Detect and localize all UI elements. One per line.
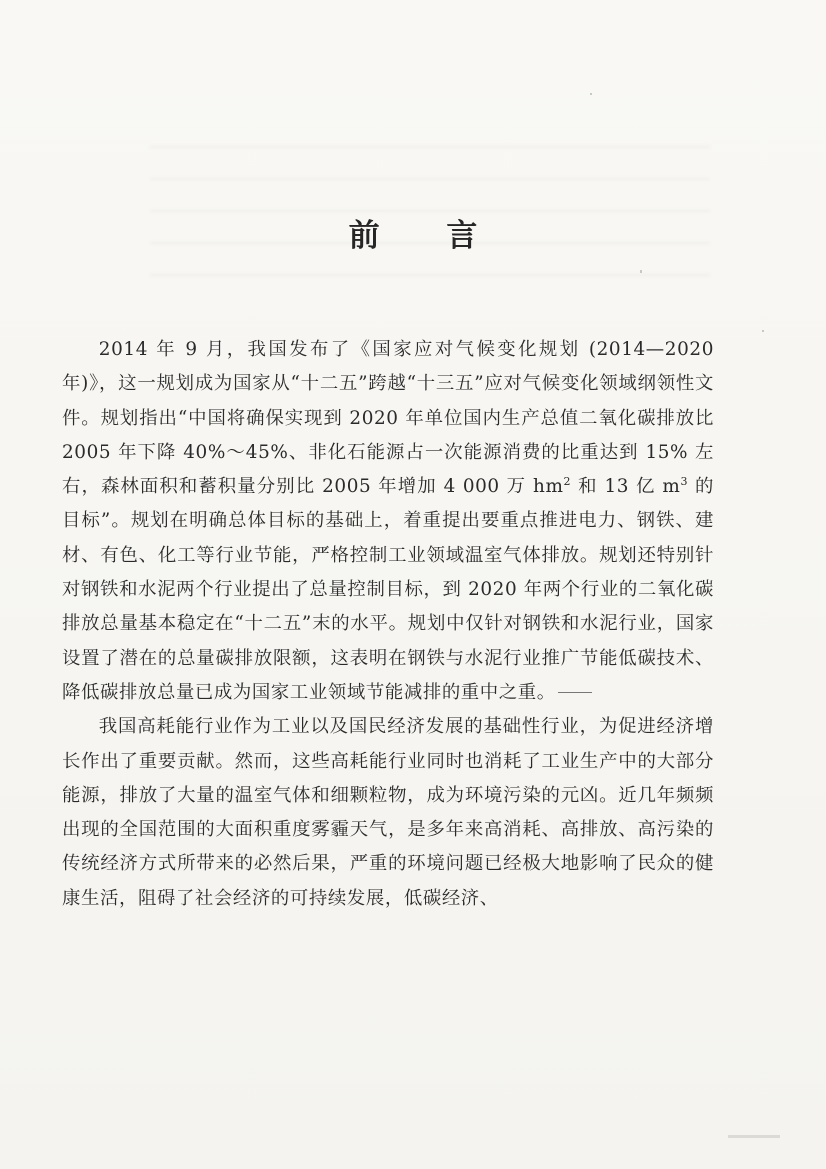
scan-edge	[728, 1135, 780, 1138]
scan-speck	[640, 270, 642, 273]
hand-drawn-dash	[558, 692, 592, 693]
page-title: 前 言	[348, 218, 506, 254]
scan-speck	[590, 93, 592, 95]
scan-speck	[762, 330, 764, 332]
paragraph-2: 我国高耗能行业作为工业以及国民经济发展的基础性行业，为促进经济增长作出了重要贡献。然而，这些高耗能行业同时也消耗了工业生产中的大部分能源，排放了大量的温室气体和细颗粒物，成为环境污染的元凶。近几年频频出现的全国范围的大面积重度雾霾天气，是多年来高消耗、高排放、高污染的传统经济方式所带来的必然后果，严重的环境问题已经极大地影响了民众的健康生活，阻碍了社会经济的可持续发展，低碳经济、	[62, 716, 714, 909]
paragraph-1: 2014 年 9 月，我国发布了《国家应对气候变化规划 (2014—2020 年)》，这一规划成为国家从“十二五”跨越“十三五”应对气候变化领域纲领性文件。规划指出“中国将确保实现到 2020 年单位国内生产总值二氧化碳排放比 2005 年下降 40%～45%、非化石能源占一次能源消费的比重达到 15% 左右，森林面积和蓄积量分别比 2005 年增加 4 000 万 $hm^2$ 和 13 亿 $m^3$ 的目标”。规划在明确总体目标的基础上，着重提出要重点推进电力、钢铁、建材、有色、化工等行业节能，严格控制工业领域温室气体排放。规划还特别针对钢铁和水泥两个行业提出了总量控制目标，到 2020 年两个行业的二氧化碳排放总量基本稳定在“十二五”末的水平。规划中仅针对钢铁和水泥行业，国家设置了潜在的总量碳排放限额，这表明在钢铁与水泥行业推广节能低碳技术、降低碳排放总量已成为国家工业领域节能减排的重中之重。	[62, 339, 714, 703]
body-text	[62, 333, 714, 916]
